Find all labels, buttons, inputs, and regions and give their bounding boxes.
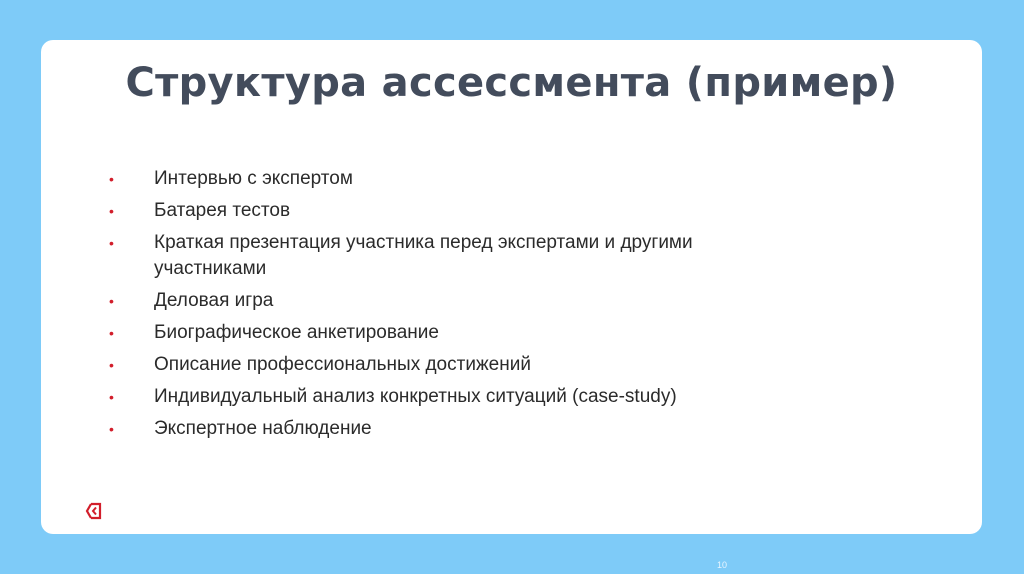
bullet-text: Экспертное наблюдение	[154, 418, 372, 439]
bullet-text: Биографическое анкетирование	[154, 322, 439, 343]
bullet-text: Батарея тестов	[154, 200, 291, 221]
bullet-marker: •	[109, 293, 114, 309]
list-item	[107, 322, 807, 346]
bullet-text: Интервью с экспертом	[154, 168, 353, 189]
bullet-marker: •	[109, 171, 114, 187]
list-item	[107, 386, 807, 410]
bullet-text: Краткая презентация участника перед экспертами и другими участниками	[154, 232, 693, 279]
slide-card	[41, 40, 982, 534]
bullet-marker: •	[109, 421, 114, 437]
bracket-chevron-logo-icon	[85, 502, 103, 520]
list-item	[107, 290, 807, 314]
bullet-marker: •	[109, 235, 114, 251]
list-item	[107, 200, 807, 224]
list-item	[107, 168, 807, 192]
list-item	[107, 232, 807, 282]
bullet-marker: •	[109, 325, 114, 341]
list-item	[107, 354, 807, 378]
bullet-marker: •	[109, 357, 114, 373]
bullet-text: Индивидуальный анализ конкретных ситуаций (case-study)	[154, 386, 677, 407]
bullet-text: Деловая игра	[154, 290, 274, 311]
bullet-text: Описание профессиональных достижений	[154, 354, 531, 375]
list-item	[107, 418, 807, 442]
page-number: 10	[717, 560, 728, 570]
bullet-marker: •	[109, 389, 114, 405]
slide-title: Структура ассессмента (пример)	[125, 60, 898, 106]
bullet-marker: •	[109, 203, 114, 219]
bullet-list	[107, 168, 807, 450]
